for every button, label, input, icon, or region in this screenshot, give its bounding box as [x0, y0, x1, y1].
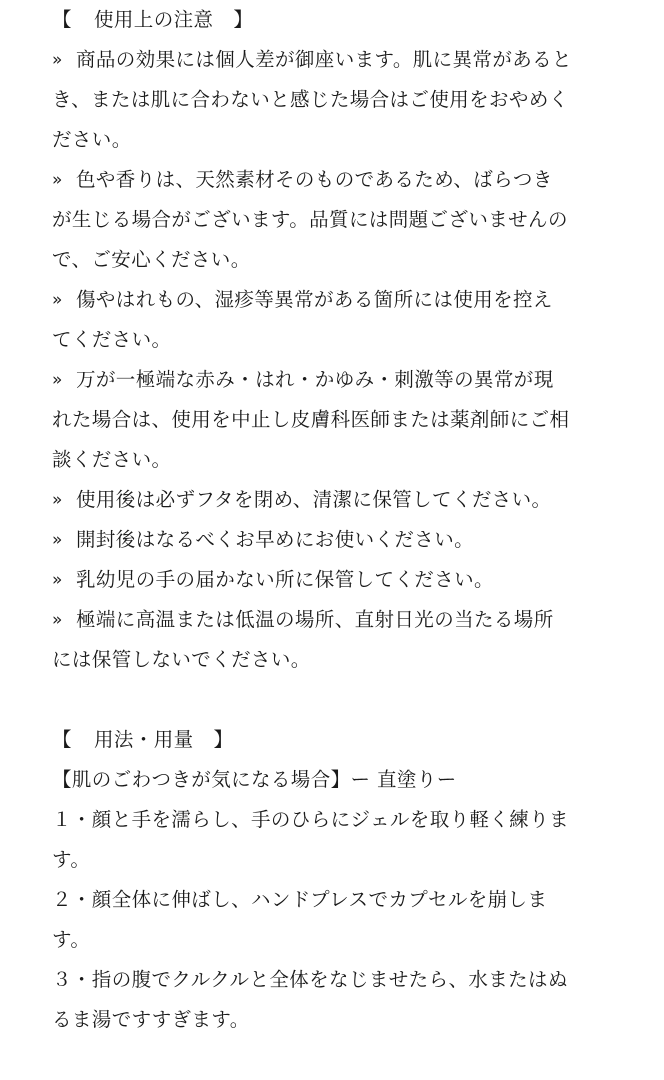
precaution-line: 万が一極端な赤み・はれ・かゆみ・刺激等の異常が現 — [76, 368, 554, 391]
bullet-icon: » — [52, 490, 61, 510]
usage-section — [52, 720, 632, 1040]
precautions-section — [52, 0, 632, 680]
precaution-item — [52, 520, 632, 560]
precaution-item — [52, 480, 632, 520]
precaution-item — [52, 160, 632, 280]
precaution-line: 色や香りは、天然素材そのものであるため、ばらつき — [76, 168, 553, 191]
precaution-line: ださい。 — [52, 128, 132, 151]
step-line: １・顔と手を濡らし、手のひらにジェルを取り軽く練りま — [52, 808, 570, 831]
precautions-list — [52, 40, 632, 680]
bullet-icon: » — [52, 170, 61, 190]
step-line: す。 — [52, 928, 91, 951]
precautions-title: 使用上の注意 — [94, 8, 214, 31]
precaution-line: 商品の効果には個人差が御座います。肌に異常があると — [76, 48, 572, 71]
precaution-line: れた場合は、使用を中止し皮膚科医師または薬剤師にご相 — [52, 408, 570, 431]
heading-bracket-open: 【 — [52, 8, 72, 31]
heading-bracket-close: 】 — [233, 8, 254, 31]
bullet-icon: » — [52, 50, 61, 70]
usage-heading — [52, 720, 632, 760]
precaution-item — [52, 360, 632, 480]
precautions-heading — [52, 0, 632, 40]
precaution-line: き、または肌に合わないと感じた場合はご使用をおやめく — [52, 88, 569, 111]
precaution-line: 使用後は必ずフタを閉め、清潔に保管してください。 — [76, 488, 552, 511]
bullet-icon: » — [52, 570, 61, 590]
product-info-document — [52, 0, 632, 1040]
usage-step — [52, 960, 632, 1040]
precaution-line: 開封後はなるべくお早めにお使いください。 — [76, 528, 475, 551]
precaution-line: が生じる場合がございます。品質には問題ございませんの — [52, 208, 568, 231]
precaution-line: 乳幼児の手の届かない所に保管してください。 — [76, 568, 494, 591]
precaution-item — [52, 600, 632, 680]
precaution-line: 極端に高温または低温の場所、直射日光の当たる場所 — [76, 608, 554, 631]
precaution-line: 傷やはれもの、湿疹等異常がある箇所には使用を控え — [76, 288, 553, 311]
step-line: す。 — [52, 848, 91, 871]
usage-step — [52, 880, 632, 960]
step-line: ３・指の腹でクルクルと全体をなじませたら、水またはぬ — [52, 968, 568, 991]
bullet-icon: » — [52, 610, 61, 630]
step-line: ２・顔全体に伸ばし、ハンドプレスでカプセルを崩しま — [52, 888, 548, 911]
usage-step — [52, 800, 632, 880]
precaution-line: には保管しないでください。 — [52, 648, 311, 671]
precaution-line: で、ご安心ください。 — [52, 248, 251, 271]
usage-subheading: 【肌のごわつきが気になる場合】ー 直塗りー — [52, 768, 457, 791]
heading-bracket-close: 】 — [213, 728, 234, 751]
heading-bracket-open: 【 — [52, 728, 72, 751]
bullet-icon: » — [52, 530, 61, 550]
usage-title: 用法・用量 — [94, 728, 194, 751]
bullet-icon: » — [52, 370, 61, 390]
usage-steps — [52, 800, 632, 1040]
precaution-line: 談ください。 — [52, 448, 172, 471]
section-spacer — [52, 680, 632, 720]
bullet-icon: » — [52, 290, 61, 310]
step-line: るま湯ですすぎます。 — [52, 1008, 250, 1031]
precaution-item — [52, 560, 632, 600]
precaution-item — [52, 280, 632, 360]
precaution-line: てください。 — [52, 328, 172, 351]
precaution-item — [52, 40, 632, 160]
